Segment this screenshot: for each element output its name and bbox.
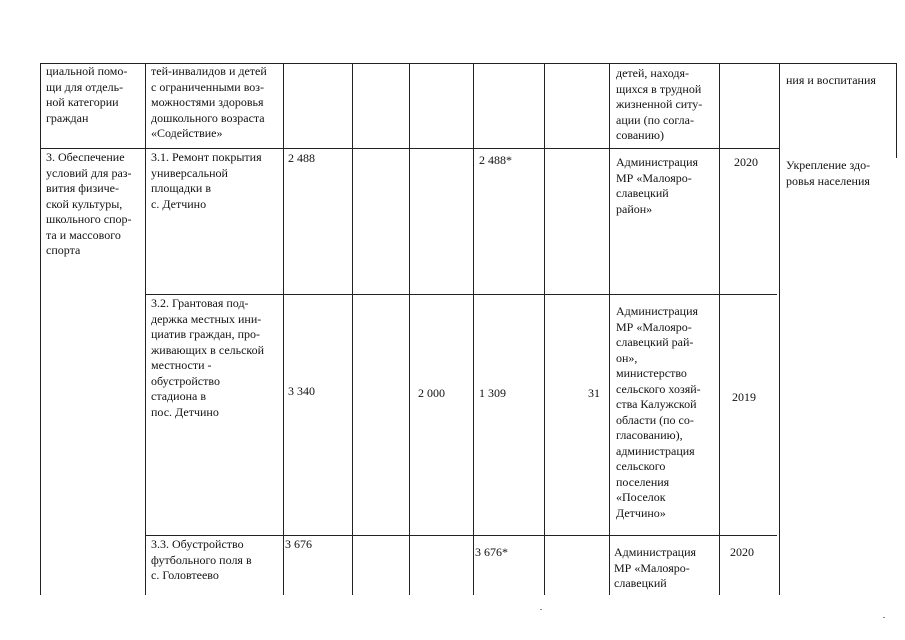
col-border-7: [609, 63, 610, 595]
item-3-3-total: 3 676: [285, 537, 312, 551]
prev-row-responsible: детей, находя- щихся в трудной жизненной ситу- ации (по согла- сованию): [616, 66, 703, 142]
item-3-1-col6: 2 488*: [479, 153, 512, 167]
col-border-6: [544, 63, 545, 595]
item-3-1-responsible: Администрация МР «Малояро- славецкий район»: [616, 155, 699, 216]
row-divider-item-2: [145, 294, 777, 295]
prev-row-category: циальной помо- щи для отдель- ной категории граждан: [46, 64, 128, 125]
item-3-2-total: 3 340: [288, 384, 315, 398]
item-3-3-name: 3.3. Обустройство футбольного поля в с. Головтеево: [151, 537, 252, 582]
item-3-2-year: 2019: [732, 390, 756, 404]
item-3-2-col7: 31: [588, 386, 600, 400]
scan-speck: [540, 609, 542, 610]
item-3-1-total: 2 488: [288, 151, 315, 165]
item-3-2-name: 3.2. Грантовая под- держка местных ини- циатив граждан, про- живающих в сельской местности - обустройство стадиона в пос. Детчино: [151, 296, 265, 419]
col-border-left: [40, 63, 41, 595]
col-border-3: [352, 63, 353, 595]
section-3-title: 3. Обеспечение условий для раз- вития физиче- ской культуры, школьного спор- та и массового спорта: [46, 150, 132, 257]
item-3-3-year: 2020: [730, 545, 754, 559]
col-border-4: [409, 63, 410, 595]
col-border-9: [779, 63, 780, 595]
item-3-2-col6: 1 309: [479, 386, 506, 400]
col-border-5: [473, 63, 474, 595]
item-3-2-col5: 2 000: [418, 386, 445, 400]
prev-row-measure: тей-инвалидов и детей с ограниченными воз- можностями здоровья дошкольного возраста «Содействие»: [151, 64, 267, 140]
prev-row-result: ния и воспитания: [786, 73, 876, 87]
col-border-1: [145, 63, 146, 595]
col-border-8: [719, 63, 720, 595]
item-3-1-name: 3.1. Ремонт покрытия универсальной площадки в с. Детчино: [151, 150, 262, 211]
col-border-2: [283, 63, 284, 595]
item-3-2-responsible: Администрация МР «Малояро- славецкий рай- он», министерство сельского хозяй- ства Калужской области (по со- гласованию), администрация сельского поселения «Поселок Детчино»: [616, 304, 701, 520]
item-3-1-year: 2020: [734, 155, 758, 169]
item-3-3-col6: 3 676*: [475, 545, 508, 559]
item-3-3-responsible: Администрация МР «Малояро- славецкий: [614, 545, 697, 590]
row-divider-item-3: [145, 535, 777, 536]
scan-speck: [883, 617, 885, 618]
col-border-right: [896, 63, 897, 158]
section-3-result: Укрепление здо- ровья населения: [786, 158, 871, 188]
